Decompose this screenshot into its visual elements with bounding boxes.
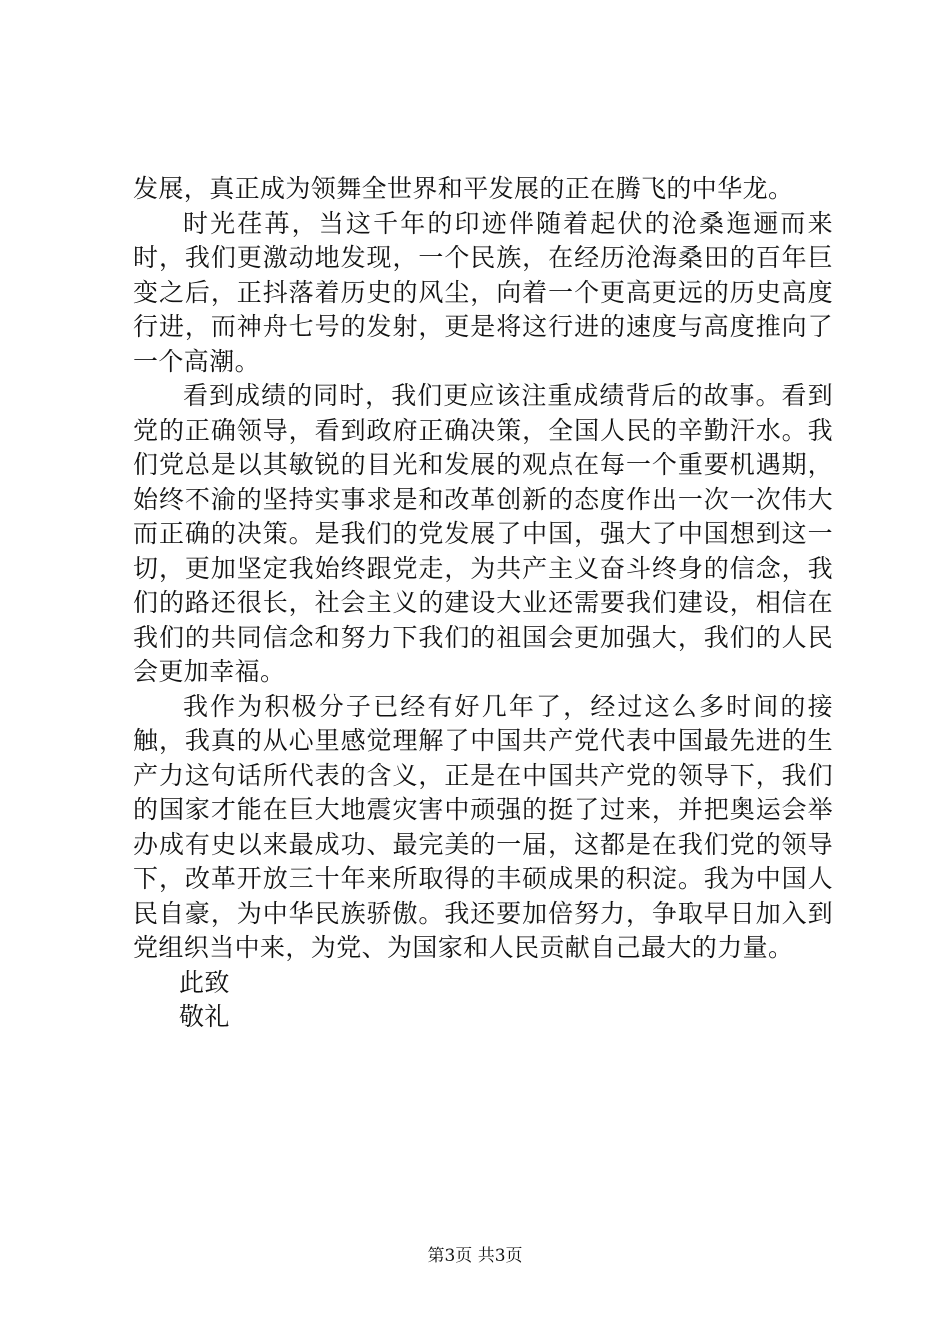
page-number-footer: 第3页 共3页 <box>427 1246 523 1266</box>
closing-salutation: 此致 <box>179 967 230 997</box>
letter-body <box>133 172 833 1035</box>
paragraph-achievements: 看到成绩的同时，我们更应该注重成绩背后的故事。看到党的正确领导，看到政府正确决策，全国人民的辛勤汗水。我们党总是以其敏锐的目光和发展的观点在每一个重要机遇期，始终不渝的坚持实事求是和改革创新的态度作出一次一次伟大而正确的决策。是我们的党发展了中国，强大了中国想到这一切，更加坚定我始终跟党走，为共产主义奋斗终身的信念，我们的路还很长，社会主义的建设大业还需要我们建设，相信在我们的共同信念和努力下我们的祖国会更加强大，我们的人民会更加幸福。 <box>133 381 833 686</box>
closing-regards: 敬礼 <box>179 1002 230 1031</box>
paragraph-continuation: 发展，真正成为领舞全世界和平发展的正在腾飞的中华龙。 <box>133 174 794 203</box>
paragraph-shenzhou: 时光荏苒，当这千年的印迹伴随着起伏的沧桑迤逦而来时，我们更激动地发现，一个民族，在经历沧海桑田的百年巨变之后，正抖落着历史的风尘，向着一个更高更远的历史高度行进，而神舟七号的发射，更是将这行进的速度与高度推向了一个高潮。 <box>133 208 833 376</box>
paragraph-activist: 我作为积极分子已经有好几年了，经过这么多时间的接触，我真的从心里感觉理解了中国共产党代表中国最先进的生产力这句话所代表的含义，正是在中国共产党的领导下，我们的国家才能在巨大地震灾害中顽强的挺了过来，并把奥运会举办成有史以来最成功、最完美的一届，这都是在我们党的领导下，改革开放三十年来所取得的丰硕成果的积淀。我为中国人民自豪，为中华民族骄傲。我还要加倍努力，争取早日加入到党组织当中来，为党、为国家和人民贡献自己最大的力量。 <box>133 691 833 962</box>
